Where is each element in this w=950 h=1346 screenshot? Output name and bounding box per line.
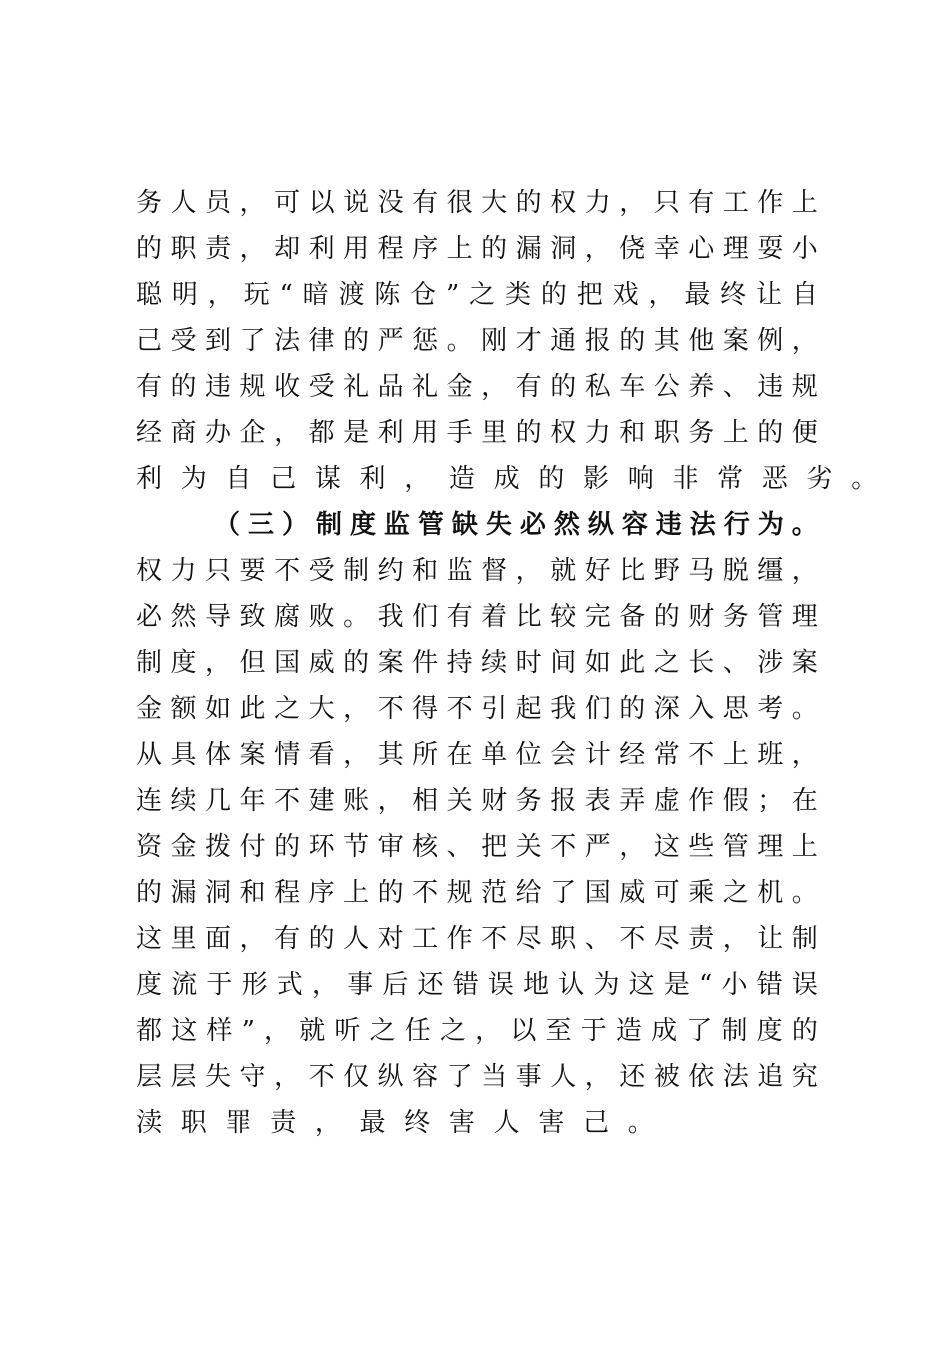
text-line: 渎 职 罪 责 ， 最 终 害 人 害 己 。	[136, 1108, 654, 1138]
text-line: 的 职 责 ， 却 利 用 程 序 上 的 漏 洞 ， 侥 幸 心 理 耍 小	[136, 234, 818, 264]
text-line: 经 商 办 企 ， 都 是 利 用 手 里 的 权 力 和 职 务 上 的 便	[136, 418, 818, 448]
document-body	[136, 180, 878, 1146]
text-line: 有 的 违 规 收 受 礼 品 礼 金 ， 有 的 私 车 公 养 、 违 规	[136, 372, 818, 402]
text-line: （ 三 ） 制 度 监 管 缺 失 必 然 纵 容 违 法 行 为 。	[214, 510, 818, 540]
text-line: 的 漏 洞 和 程 序 上 的 不 规 范 给 了 国 威 可 乘 之 机 。	[136, 878, 818, 908]
text-line: 聪 明 ， 玩 “ 暗 渡 陈 仓 ” 之 类 的 把 戏 ， 最 终 让 自	[136, 280, 818, 310]
text-line: 资 金 拨 付 的 环 节 审 核 、 把 关 不 严 ， 这 些 管 理 上	[136, 832, 818, 862]
text-line: 连 续 几 年 不 建 账 ， 相 关 财 务 报 表 弄 虚 作 假 ； 在	[136, 786, 818, 816]
paragraph-1-continuation	[136, 180, 878, 502]
text-line: 层 层 失 守 ， 不 仅 纵 容 了 当 事 人 ， 还 被 依 法 追 究	[136, 1062, 818, 1092]
text-line: 利 为 自 己 谋 利 ， 造 成 的 影 响 非 常 恶 劣 。	[136, 464, 878, 494]
paragraph-2	[136, 548, 818, 1146]
text-line: 都 这 样 ” ， 就 听 之 任 之 ， 以 至 于 造 成 了 制 度 的	[136, 1016, 818, 1046]
text-line: 己 受 到 了 法 律 的 严 惩 。 刚 才 通 报 的 其 他 案 例 ，	[136, 326, 818, 356]
text-line: 务 人 员 ， 可 以 说 没 有 很 大 的 权 力 ， 只 有 工 作 上	[136, 188, 818, 218]
text-line: 从 具 体 案 情 看 ， 其 所 在 单 位 会 计 经 常 不 上 班 ，	[136, 740, 818, 770]
text-line: 度 流 于 形 式 ， 事 后 还 错 误 地 认 为 这 是 “ 小 错 误	[136, 970, 818, 1000]
text-line: 必 然 导 致 腐 败 。 我 们 有 着 比 较 完 备 的 财 务 管 理	[136, 602, 818, 632]
text-line: 这 里 面 ， 有 的 人 对 工 作 不 尽 职 、 不 尽 责 ， 让 制	[136, 924, 818, 954]
text-line: 权 力 只 要 不 受 制 约 和 监 督 ， 就 好 比 野 马 脱 缰 ，	[136, 556, 818, 586]
text-line: 制 度 ， 但 国 威 的 案 件 持 续 时 间 如 此 之 长 、 涉 案	[136, 648, 818, 678]
text-line: 金 额 如 此 之 大 ， 不 得 不 引 起 我 们 的 深 入 思 考 。	[136, 694, 818, 724]
section-heading-3	[136, 502, 818, 548]
